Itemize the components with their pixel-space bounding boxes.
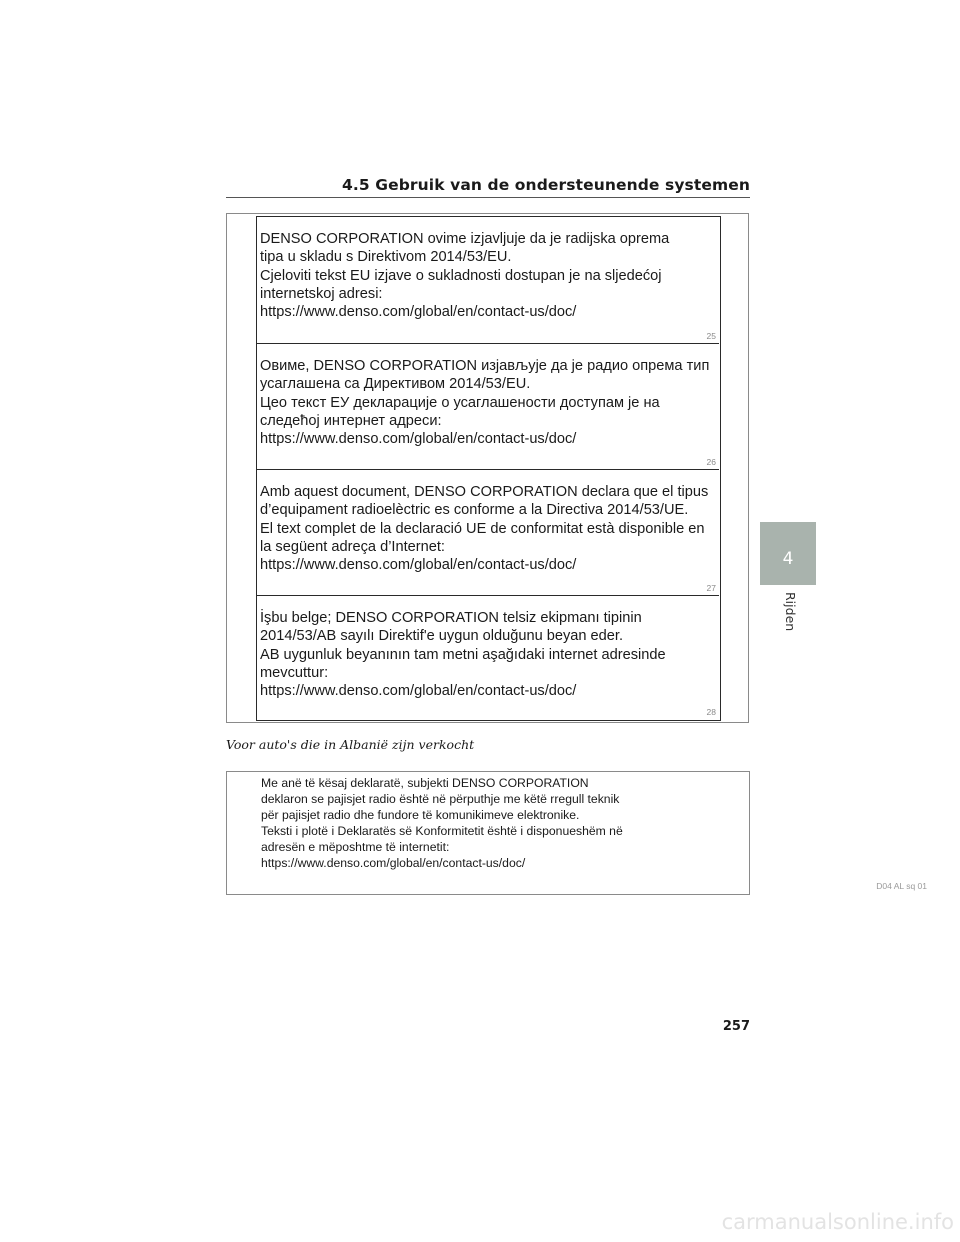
panel-number: 25 xyxy=(706,331,716,341)
declaration-line: 2014/53/AB sayılı Direktif'e uygun olduğunu beyan eder. xyxy=(260,628,624,645)
declaration-line: DENSO CORPORATION ovime izjavljuje da je radijska oprema xyxy=(260,231,670,247)
declaration-panel-croatian xyxy=(257,217,719,343)
declaration-line: Cjeloviti tekst EU izjave o sukladnosti dostupan je na sljedećoj xyxy=(260,267,662,284)
declaration-panel-catalan xyxy=(257,469,719,595)
albanian-code: D04 AL sq 01 xyxy=(876,881,927,891)
declaration-line: mevcuttur: xyxy=(260,664,329,681)
declaration-line: internetskoj adresi: xyxy=(260,285,383,302)
declaration-line: İşbu belge; DENSO CORPORATION telsiz ekipmanı tipinin xyxy=(260,610,642,626)
declaration-url: https://www.denso.com/global/en/contact-us/doc/ xyxy=(260,304,577,321)
declaration-panel-serbian xyxy=(257,343,719,469)
declaration-line: Овиме, DENSO CORPORATION изјављује да је радио опрема тип xyxy=(260,358,710,374)
chapter-label: Rijden xyxy=(783,592,798,632)
page-number: 257 xyxy=(722,1019,750,1034)
panel-number: 27 xyxy=(706,583,716,593)
albanian-declaration xyxy=(261,775,731,872)
declaration-line: tipa u skladu s Direktivom 2014/53/EU. xyxy=(260,249,512,266)
panel-number: 28 xyxy=(706,707,716,717)
section-title: 4.5 Gebruik van de ondersteunende systemen xyxy=(342,176,750,194)
chapter-number: 4 xyxy=(782,549,794,569)
watermark: carmanualsonline.info xyxy=(721,1210,954,1234)
declaration-line: adresën e mëposhtme të internetit: xyxy=(261,840,450,855)
declaration-url: https://www.denso.com/global/en/contact-us/doc/ xyxy=(261,856,526,871)
declaration-line: Amb aquest document, DENSO CORPORATION declara que el tipus xyxy=(260,484,709,500)
declaration-line: Me anë të kësaj deklaratë, subjekti DENSO CORPORATION xyxy=(261,776,589,790)
declaration-panel-turkish xyxy=(257,595,719,719)
declaration-line: për pajisjet radio dhe fundore të komunikimeve elektronike. xyxy=(261,808,580,823)
declaration-line: deklaron se pajisjet radio është në përputhje me këtë rregull teknik xyxy=(261,792,620,807)
declaration-line: la següent adreça d’Internet: xyxy=(260,538,445,555)
declaration-line: Цео текст ЕУ декларације о усаглашености доступам је на xyxy=(260,394,660,411)
declaration-line: следећој интернет адреси: xyxy=(260,412,442,429)
declaration-line: Teksti i plotë i Deklaratës së Konformitetit është i disponueshëm në xyxy=(261,824,623,839)
declaration-line: AB uygunluk beyanının tam metni aşağıdaki internet adresinde xyxy=(260,646,666,663)
declaration-url: https://www.denso.com/global/en/contact-us/doc/ xyxy=(260,431,577,448)
declarations-box xyxy=(256,216,721,721)
declaration-line: усаглашена са Директивом 2014/53/EU. xyxy=(260,376,531,393)
albania-caption: Voor auto's die in Albanië zijn verkocht xyxy=(226,737,475,752)
declaration-url: https://www.denso.com/global/en/contact-us/doc/ xyxy=(260,683,577,700)
header-divider xyxy=(226,197,750,198)
declaration-url: https://www.denso.com/global/en/contact-us/doc/ xyxy=(260,557,577,574)
declaration-line: d’equipament radioelèctric es conforme a la Directiva 2014/53/UE. xyxy=(260,502,689,519)
panel-number: 26 xyxy=(706,457,716,467)
declaration-line: El text complet de la declaració UE de conformitat està disponible en xyxy=(260,520,705,537)
chapter-tab[interactable] xyxy=(760,522,816,585)
